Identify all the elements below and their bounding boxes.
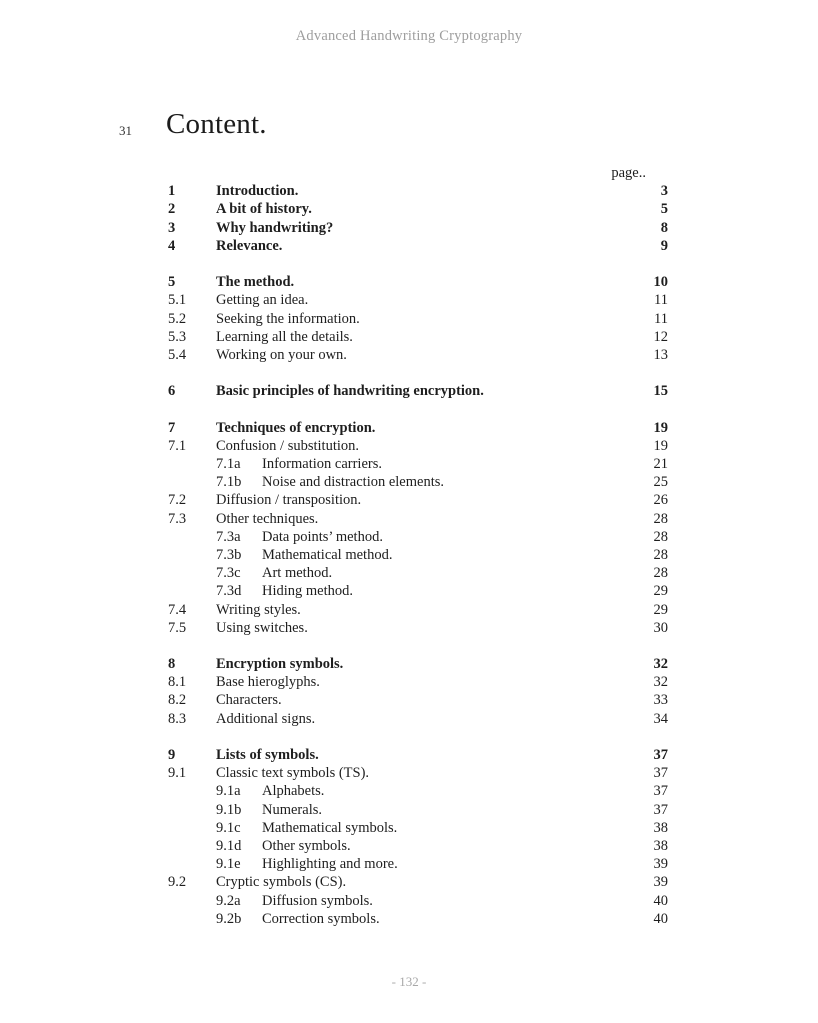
toc-row (168, 219, 668, 237)
toc-row (168, 819, 668, 837)
toc-entry-title: Confusion / substitution. (216, 437, 360, 454)
toc-entry-number: 9.1c (216, 819, 241, 836)
toc-entry-indent (168, 582, 216, 600)
toc-entry-title: Getting an idea. (216, 292, 309, 309)
toc-entry-page: 29 (653, 583, 668, 600)
toc-entry-number: 2 (168, 201, 176, 218)
toc-row (168, 546, 668, 564)
toc-entry-page: 19 (653, 437, 668, 454)
toc-entry-title: Highlighting and more. (262, 856, 398, 873)
toc-entry-title: Additional signs. (216, 710, 316, 727)
toc-entry-title: Art method. (262, 565, 333, 582)
toc-entry-number: 8.2 (168, 692, 187, 709)
toc-entry-title: Alphabets. (262, 783, 325, 800)
toc-entry-number: 4 (168, 237, 176, 254)
toc-row (168, 437, 668, 455)
toc-entry-page: 32 (653, 674, 668, 691)
toc-row (168, 710, 668, 728)
toc-row (168, 419, 668, 437)
toc-entry-number: 5.4 (168, 346, 187, 363)
toc-entry-number: 7.1 (168, 437, 187, 454)
toc-entry-title: Numerals. (262, 801, 322, 818)
toc-entry-page: 40 (653, 892, 668, 909)
toc-entry-number: 7.3c (216, 565, 241, 582)
toc-row (168, 473, 668, 491)
toc-entry-page: 25 (653, 474, 668, 491)
toc-entry-page: 19 (653, 419, 668, 436)
toc-entry-indent (168, 855, 216, 873)
toc-entry-number: 5.1 (168, 292, 187, 309)
toc-entry-number: 9.1e (216, 856, 241, 873)
toc-entry-page: 38 (653, 819, 668, 836)
toc-entry-page: 37 (653, 747, 668, 763)
toc-row (168, 510, 668, 528)
toc-entry-number: 7.2 (168, 492, 187, 509)
toc-entry-page: 26 (653, 492, 668, 509)
toc-entry-title: Characters. (216, 692, 282, 709)
toc-row (168, 873, 668, 891)
toc-entry-title: Using switches. (216, 619, 308, 636)
toc-entry-page: 3 (660, 183, 668, 200)
toc-row (168, 892, 668, 910)
toc-entry-title: Why handwriting? (216, 219, 334, 236)
toc-entry-title: Other techniques. (216, 510, 319, 527)
toc-group (168, 419, 668, 637)
toc-entry-page: 9 (660, 237, 668, 254)
toc-entry-page: 37 (653, 765, 668, 782)
toc-entry-title: Other symbols. (262, 837, 351, 854)
running-header: Advanced Handwriting Cryptography (295, 28, 523, 44)
toc-entry-page: 28 (653, 546, 668, 563)
toc-entry-number: 8.1 (168, 674, 187, 691)
page-footer: - 132 - (391, 974, 427, 989)
toc-entry-number: 7.3b (216, 546, 242, 563)
toc-entry-page: 28 (653, 565, 668, 582)
toc-entry-indent (168, 528, 216, 546)
toc-entry-title: Techniques of encryption. (216, 419, 376, 436)
toc-row (168, 691, 668, 709)
toc-entry-page: 11 (654, 292, 668, 309)
toc-entry-title: Mathematical method. (262, 546, 393, 563)
toc-entry-indent (168, 837, 216, 855)
toc-row (168, 455, 668, 473)
toc-row (168, 582, 668, 600)
toc-entry-number: 5.2 (168, 310, 187, 327)
toc-row (168, 491, 668, 509)
toc-entry-title: Writing styles. (216, 601, 301, 618)
toc-entry-title: Introduction. (216, 183, 299, 200)
toc-entry-number: 9.1b (216, 801, 242, 818)
toc-entry-number: 7.3 (168, 510, 187, 527)
toc-entry-page: 30 (653, 619, 668, 636)
toc-group (168, 273, 668, 364)
toc-entry-number: 7.1a (216, 456, 241, 472)
toc-row (168, 619, 668, 637)
page-column-label: page.. (611, 165, 646, 181)
toc-entry-number: 6 (168, 383, 176, 400)
margin-page-number: 31 (119, 123, 132, 138)
toc-row (168, 564, 668, 582)
toc-entry-title: Diffusion / transposition. (216, 492, 362, 509)
toc-row (168, 910, 668, 928)
page-title: Content. (166, 108, 267, 140)
toc-row (168, 291, 668, 309)
toc-entry-number: 5 (168, 274, 176, 291)
toc-list (168, 182, 668, 928)
toc-entry-number: 9.1a (216, 783, 241, 800)
toc-row (168, 237, 668, 255)
toc-entry-number: 1 (168, 183, 176, 200)
toc-entry-number: 9.1d (216, 837, 242, 854)
toc-entry-number: 9.2a (216, 892, 241, 909)
toc-entry-indent (168, 801, 216, 819)
toc-entry-page: 28 (653, 510, 668, 527)
toc-entry-page: 37 (653, 783, 668, 800)
toc-entry-title: Hiding method. (262, 583, 354, 600)
toc-row (168, 182, 668, 200)
toc-entry-page: 5 (660, 201, 668, 218)
toc-entry-title: Lists of symbols. (216, 747, 319, 763)
toc-entry-page: 15 (653, 383, 668, 400)
toc-entry-title: Seeking the information. (216, 310, 360, 327)
toc-entry-page: 40 (653, 910, 668, 927)
toc-entry-page: 10 (653, 274, 668, 291)
toc-entry-title: Working on your own. (216, 346, 347, 363)
toc-row (168, 346, 668, 364)
toc-entry-number: 8.3 (168, 710, 187, 727)
toc-entry-title: Mathematical symbols. (262, 819, 398, 836)
table-of-contents (168, 164, 668, 928)
toc-entry-number: 7 (168, 419, 176, 436)
toc-row (168, 382, 668, 400)
toc-row (168, 746, 668, 764)
toc-entry-title: Data points’ method. (262, 528, 383, 545)
toc-entry-title: Cryptic symbols (CS). (216, 874, 347, 891)
toc-entry-title: Correction symbols. (262, 910, 380, 927)
toc-entry-number: 9 (168, 747, 176, 763)
toc-entry-indent (168, 910, 216, 928)
toc-row (168, 310, 668, 328)
toc-row (168, 673, 668, 691)
toc-entry-number: 7.5 (168, 619, 187, 636)
toc-entry-page: 8 (660, 219, 668, 236)
toc-group (168, 655, 668, 728)
toc-row (168, 855, 668, 873)
toc-entry-number: 7.3d (216, 583, 242, 600)
toc-entry-number: 7.1b (216, 474, 242, 491)
toc-entry-indent (168, 782, 216, 800)
toc-entry-number: 3 (168, 219, 176, 236)
toc-entry-title: Learning all the details. (216, 328, 353, 345)
toc-row (168, 273, 668, 291)
toc-entry-title: Base hieroglyphs. (216, 674, 320, 691)
toc-entry-page: 28 (653, 528, 668, 545)
toc-entry-page: 37 (653, 801, 668, 818)
toc-entry-page: 39 (653, 856, 668, 873)
toc-group (168, 382, 668, 400)
toc-entry-page: 12 (653, 328, 668, 345)
toc-entry-page: 32 (653, 656, 668, 673)
toc-entry-number: 9.1 (168, 765, 187, 782)
toc-entry-number: 5.3 (168, 328, 187, 345)
toc-entry-page: 29 (653, 601, 668, 618)
toc-row (168, 801, 668, 819)
toc-entry-page: 11 (654, 310, 668, 327)
toc-entry-title: Noise and distraction elements. (262, 474, 445, 491)
toc-row (168, 200, 668, 218)
toc-entry-title: Encryption symbols. (216, 656, 344, 673)
toc-row (168, 764, 668, 782)
toc-entry-page: 34 (653, 710, 668, 727)
toc-row (168, 328, 668, 346)
toc-group (168, 746, 668, 928)
toc-entry-number: 9.2 (168, 874, 187, 891)
toc-row (168, 528, 668, 546)
toc-entry-number: 7.3a (216, 528, 241, 545)
toc-entry-page: 13 (653, 346, 668, 363)
toc-entry-page: 38 (653, 837, 668, 854)
toc-entry-title: The method. (216, 274, 295, 291)
toc-row (168, 782, 668, 800)
toc-entry-number: 9.2b (216, 910, 242, 927)
toc-entry-title: A bit of history. (216, 201, 312, 218)
toc-entry-number: 7.4 (168, 601, 187, 618)
toc-entry-page: 39 (653, 874, 668, 891)
toc-entry-title: Relevance. (216, 237, 283, 254)
toc-entry-title: Information carriers. (262, 456, 382, 472)
toc-entry-title: Diffusion symbols. (262, 892, 373, 909)
toc-entry-indent (168, 564, 216, 582)
toc-entry-number: 8 (168, 656, 176, 673)
toc-entry-page: 33 (653, 692, 668, 709)
toc-entry-page: 21 (653, 456, 668, 472)
toc-entry-indent (168, 892, 216, 910)
toc-entry-title: Classic text symbols (TS). (216, 765, 370, 782)
toc-entry-indent (168, 819, 216, 837)
toc-entry-indent (168, 473, 216, 491)
toc-row (168, 655, 668, 673)
toc-entry-indent (168, 455, 216, 473)
toc-row (168, 837, 668, 855)
toc-entry-title: Basic principles of handwriting encryption. (216, 383, 484, 400)
toc-entry-indent (168, 546, 216, 564)
toc-row (168, 601, 668, 619)
toc-group (168, 182, 668, 255)
